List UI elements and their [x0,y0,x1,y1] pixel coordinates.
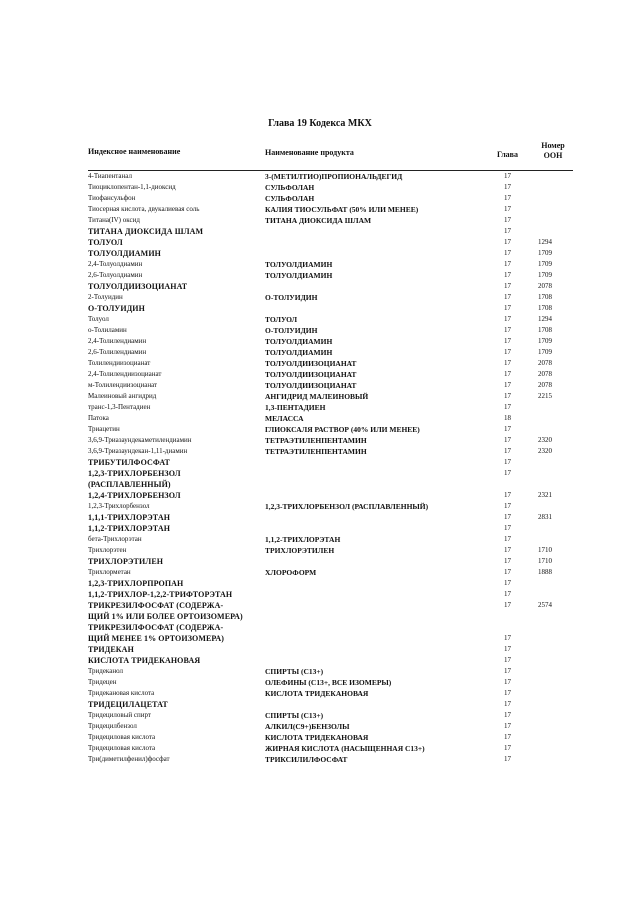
index-name-cell: ТРИДЕЦИЛАЦЕТАТ [88,700,168,709]
index-name-cell: 1,1,2-ТРИХЛОРЭТАН [88,524,171,533]
index-name-cell: Тридецен [88,678,117,686]
chapter-cell: 18 [504,414,511,422]
chapter-cell: 17 [504,392,511,400]
product-name-cell: ТИТАНА ДИОКСИДА ШЛАМ [265,216,372,225]
table-row [0,226,640,237]
table-row [0,589,640,600]
index-name-cell: КИСЛОТА ТРИДЕКАНОВАЯ [88,656,201,665]
index-name-cell: Тридециловая кислота [88,744,156,752]
index-name-cell: ТРИБУТИЛФОСФАТ [88,458,170,467]
un-number-cell: 1708 [538,304,552,312]
page-title: Глава 19 Кодекса МКХ [268,118,372,129]
table-row [0,644,640,655]
chapter-cell: 17 [504,733,511,741]
chapter-cell: 17 [504,678,511,686]
chapter-cell: 17 [504,546,511,554]
table-row [0,732,640,743]
product-name-cell: ТОЛУОЛДИАМИН [265,348,333,357]
index-name-cell: Триацетин [88,425,120,433]
table-row [0,369,640,380]
index-name-cell: ЩИЙ МЕНЕЕ 1% ОРТОИЗОМЕРА) [88,634,225,643]
product-name-cell: ТОЛУОЛДИИЗОЦИАНАТ [265,381,357,390]
un-number-cell: 2574 [538,601,552,609]
table-row [0,314,640,325]
un-number-cell: 1709 [538,260,552,268]
index-name-cell: ТОЛУОЛДИАМИН [88,249,161,258]
product-name-cell: КИСЛОТА ТРИДЕКАНОВАЯ [265,733,369,742]
index-name-cell: Три(диметилфенил)фосфат [88,755,170,763]
table-row [0,523,640,534]
index-name-cell: Тридециловая кислота [88,733,156,741]
table-row [0,336,640,347]
chapter-cell: 17 [504,260,511,268]
index-name-cell: Тридецилбензол [88,722,137,730]
un-number-cell: 2320 [538,447,552,455]
index-name-cell: (РАСПЛАВЛЕННЫЙ) [88,480,171,489]
table-row [0,259,640,270]
index-name-cell: Патока [88,414,109,422]
index-name-cell: ТРИКРЕЗИЛФОСФАТ (СОДЕРЖА- [88,601,224,610]
product-name-cell: ХЛОРОФОРМ [265,568,317,577]
product-name-cell: СУЛЬФОЛАН [265,194,315,203]
product-name-cell: О-ТОЛУИДИН [265,293,318,302]
un-number-cell: 1708 [538,326,552,334]
index-name-cell: 1,1,2-ТРИХЛОР-1,2,2-ТРИФТОРЭТАН [88,590,233,599]
table-row [0,457,640,468]
un-number-cell: 2078 [538,282,552,290]
table-row [0,281,640,292]
index-name-cell: Титана(IV) оксид [88,216,140,224]
product-name-cell: АНГИДРИД МАЛЕИНОВЫЙ [265,392,369,401]
index-name-cell: 2,6-Толилендиамин [88,348,147,356]
table-row [0,292,640,303]
table-row [0,468,640,479]
index-name-cell: Трихлорметан [88,568,131,576]
table-row [0,380,640,391]
product-name-cell: ОЛЕФИНЫ (C13+, ВСЕ ИЗОМЕРЫ) [265,678,392,687]
table-row [0,391,640,402]
chapter-cell: 17 [504,722,511,730]
table-row [0,237,640,248]
chapter-cell: 17 [504,403,511,411]
chapter-cell: 17 [504,469,511,477]
index-name-cell: Малеиновый ангидрид [88,392,157,400]
table-row [0,215,640,226]
product-name-cell: О-ТОЛУИДИН [265,326,318,335]
index-name-cell: Трихлорэтен [88,546,127,554]
table-row [0,721,640,732]
chapter-cell: 17 [504,348,511,356]
chapter-cell: 17 [504,634,511,642]
chapter-cell: 17 [504,458,511,466]
un-number-cell: 1710 [538,546,552,554]
index-name-cell: Толуол [88,315,109,323]
table-row [0,424,640,435]
table-row [0,567,640,578]
un-number-cell: 1708 [538,293,552,301]
header-chapter: Глава [497,150,518,159]
chapter-cell: 17 [504,700,511,708]
product-name-cell: ТОЛУОЛДИАМИН [265,260,333,269]
chapter-cell: 17 [504,535,511,543]
index-name-cell: 4-Тиапентанал [88,172,132,180]
un-number-cell: 1888 [538,568,552,576]
table-row [0,270,640,281]
chapter-cell: 17 [504,557,511,565]
product-name-cell: ЖИРНАЯ КИСЛОТА (НАСЫЩЕННАЯ C13+) [265,744,425,753]
chapter-cell: 17 [504,568,511,576]
chapter-cell: 17 [504,579,511,587]
table-row [0,754,640,765]
index-name-cell: Тиофансульфон [88,194,136,202]
index-name-cell: 1,1,1-ТРИХЛОРЭТАН [88,513,171,522]
chapter-cell: 17 [504,183,511,191]
chapter-cell: 17 [504,656,511,664]
product-name-cell: СПИРТЫ (C13+) [265,667,324,676]
table-row [0,534,640,545]
chapter-cell: 17 [504,711,511,719]
product-name-cell: АЛКИЛ(C9+)БЕНЗОЛЫ [265,722,350,731]
index-name-cell: 1,2,3-Трихлорбензол [88,502,150,510]
index-name-cell: 2,6-Толуолдиамин [88,271,143,279]
chapter-cell: 17 [504,293,511,301]
product-name-cell: ТОЛУОЛДИИЗОЦИАНАТ [265,370,357,379]
product-name-cell: ТОЛУОЛДИИЗОЦИАНАТ [265,359,357,368]
chapter-cell: 17 [504,216,511,224]
table-row [0,600,640,611]
index-name-cell: ТОЛУОЛДИИЗОЦИАНАТ [88,282,188,291]
header-un-number: Номер ООН [541,141,565,160]
product-name-cell: ГЛИОКСАЛЯ РАСТВОР (40% ИЛИ МЕНЕЕ) [265,425,420,434]
index-name-cell: ЩИЙ 1% ИЛИ БОЛЕЕ ОРТОИЗОМЕРА) [88,612,243,621]
index-name-cell: 2-Толуидин [88,293,123,301]
table-row [0,325,640,336]
index-name-cell: ТРИДЕКАН [88,645,134,654]
un-number-cell: 2831 [538,513,552,521]
chapter-cell: 17 [504,755,511,763]
product-name-cell: 3-(МЕТИЛТИО)ПРОПИОНАЛЬДЕГИД [265,172,403,181]
table-row [0,303,640,314]
un-number-cell: 1709 [538,337,552,345]
chapter-cell: 17 [504,436,511,444]
un-number-cell: 2321 [538,491,552,499]
un-number-cell: 1709 [538,249,552,257]
chapter-cell: 17 [504,304,511,312]
index-name-cell: бета-Трихлорэтан [88,535,142,543]
table-row [0,699,640,710]
product-name-cell: КИСЛОТА ТРИДЕКАНОВАЯ [265,689,369,698]
table-row [0,501,640,512]
product-name-cell: КАЛИЯ ТИОСУЛЬФАТ (50% ИЛИ МЕНЕЕ) [265,205,419,214]
product-name-cell: ТЕТРАЭТИЛЕНПЕНТАМИН [265,436,367,445]
index-name-cell: 2,4-Толуолдиамин [88,260,143,268]
chapter-cell: 17 [504,425,511,433]
index-name-cell: 2,4-Толилендиизоцианат [88,370,162,378]
table-row [0,193,640,204]
product-name-cell: 1,3-ПЕНТАДИЕН [265,403,326,412]
product-name-cell: СУЛЬФОЛАН [265,183,315,192]
chapter-cell: 17 [504,381,511,389]
un-number-cell: 2078 [538,370,552,378]
table-row [0,171,640,182]
un-number-cell: 2320 [538,436,552,444]
chapter-cell: 17 [504,689,511,697]
table-row [0,578,640,589]
table-row [0,479,640,490]
table-row [0,556,640,567]
chapter-cell: 17 [504,315,511,323]
table-row [0,743,640,754]
table-row [0,413,640,424]
index-name-cell: О-ТОЛУИДИН [88,304,145,313]
chapter-cell: 17 [504,227,511,235]
chapter-cell: 17 [504,370,511,378]
chapter-cell: 17 [504,194,511,202]
table-row [0,512,640,523]
index-name-cell: Тиосерная кислота, двукалиевая соль [88,205,200,213]
index-name-cell: 2,4-Толилендиамин [88,337,147,345]
chapter-cell: 17 [504,282,511,290]
table-row [0,710,640,721]
table-row [0,666,640,677]
chapter-cell: 17 [504,744,511,752]
index-name-cell: Тридекановая кислота [88,689,155,697]
table-row [0,358,640,369]
index-name-cell: ТРИКРЕЗИЛФОСФАТ (СОДЕРЖА- [88,623,224,632]
chapter-cell: 17 [504,645,511,653]
chapter-cell: 17 [504,590,511,598]
chapter-cell: 17 [504,238,511,246]
product-name-cell: ТОЛУОЛДИАМИН [265,271,333,280]
un-number-cell: 2078 [538,381,552,389]
product-name-cell: СПИРТЫ (C13+) [265,711,324,720]
header-index-name: Индексное наименование [88,147,181,156]
index-name-cell: Тиоциклопентан-1,1-диоксид [88,183,176,191]
table-row [0,611,640,622]
chapter-cell: 17 [504,359,511,367]
index-name-cell: транс-1,3-Пентадиен [88,403,151,411]
table-row [0,182,640,193]
table-row [0,204,640,215]
un-number-cell: 1710 [538,557,552,565]
index-name-cell: 1,2,3-ТРИХЛОРБЕНЗОЛ [88,469,181,478]
table-row [0,622,640,633]
table-row [0,655,640,666]
chapter-cell: 17 [504,271,511,279]
chapter-cell: 17 [504,205,511,213]
chapter-cell: 17 [504,513,511,521]
un-number-cell: 1709 [538,348,552,356]
table-row [0,688,640,699]
index-name-cell: м-Толилендиизоцианат [88,381,158,389]
chapter-cell: 17 [504,447,511,455]
table-row [0,545,640,556]
chapter-cell: 17 [504,326,511,334]
chapter-cell: 17 [504,337,511,345]
chapter-cell: 17 [504,502,511,510]
header-product-name: Наименование продукта [265,148,354,157]
product-name-cell: ТРИХЛОРЭТИЛЕН [265,546,335,555]
chapter-cell: 17 [504,172,511,180]
table-row [0,435,640,446]
table-row [0,402,640,413]
un-number-cell: 1294 [538,315,552,323]
table-row [0,248,640,259]
chapter-cell: 17 [504,601,511,609]
chapter-cell: 17 [504,524,511,532]
index-name-cell: 3,6,9-Триазаундекан-1,11-диамин [88,447,188,455]
un-number-cell: 2078 [538,359,552,367]
index-name-cell: Толилендиизоцианат [88,359,151,367]
product-name-cell: ТРИКСИЛИЛФОСФАТ [265,755,348,764]
index-name-cell: ТРИХЛОРЭТИЛЕН [88,557,164,566]
product-name-cell: МЕЛАССА [265,414,304,423]
table-row [0,677,640,688]
index-name-cell: 1,2,3-ТРИХЛОРПРОПАН [88,579,184,588]
un-number-cell: 2215 [538,392,552,400]
un-number-cell: 1709 [538,271,552,279]
chapter-cell: 17 [504,667,511,675]
table-row [0,633,640,644]
index-name-cell: о-Толиламин [88,326,127,334]
index-name-cell: 1,2,4-ТРИХЛОРБЕНЗОЛ [88,491,181,500]
index-name-cell: Тридеканол [88,667,123,675]
index-name-cell: ТИТАНА ДИОКСИДА ШЛАМ [88,227,204,236]
product-name-cell: ТЕТРАЭТИЛЕНПЕНТАМИН [265,447,367,456]
table-row [0,347,640,358]
product-name-cell: ТОЛУОЛ [265,315,298,324]
chapter-cell: 17 [504,249,511,257]
index-name-cell: Тридециловый спирт [88,711,151,719]
table-row [0,446,640,457]
chapter-cell: 17 [504,491,511,499]
un-number-cell: 1294 [538,238,552,246]
index-name-cell: ТОЛУОЛ [88,238,123,247]
index-name-cell: 3,6,9-Триазаундекаметилендиамин [88,436,192,444]
product-name-cell: ТОЛУОЛДИАМИН [265,337,333,346]
product-name-cell: 1,1,2-ТРИХЛОРЭТАН [265,535,341,544]
product-name-cell: 1,2,3-ТРИХЛОРБЕНЗОЛ (РАСПЛАВЛЕННЫЙ) [265,502,429,511]
table-row [0,490,640,501]
